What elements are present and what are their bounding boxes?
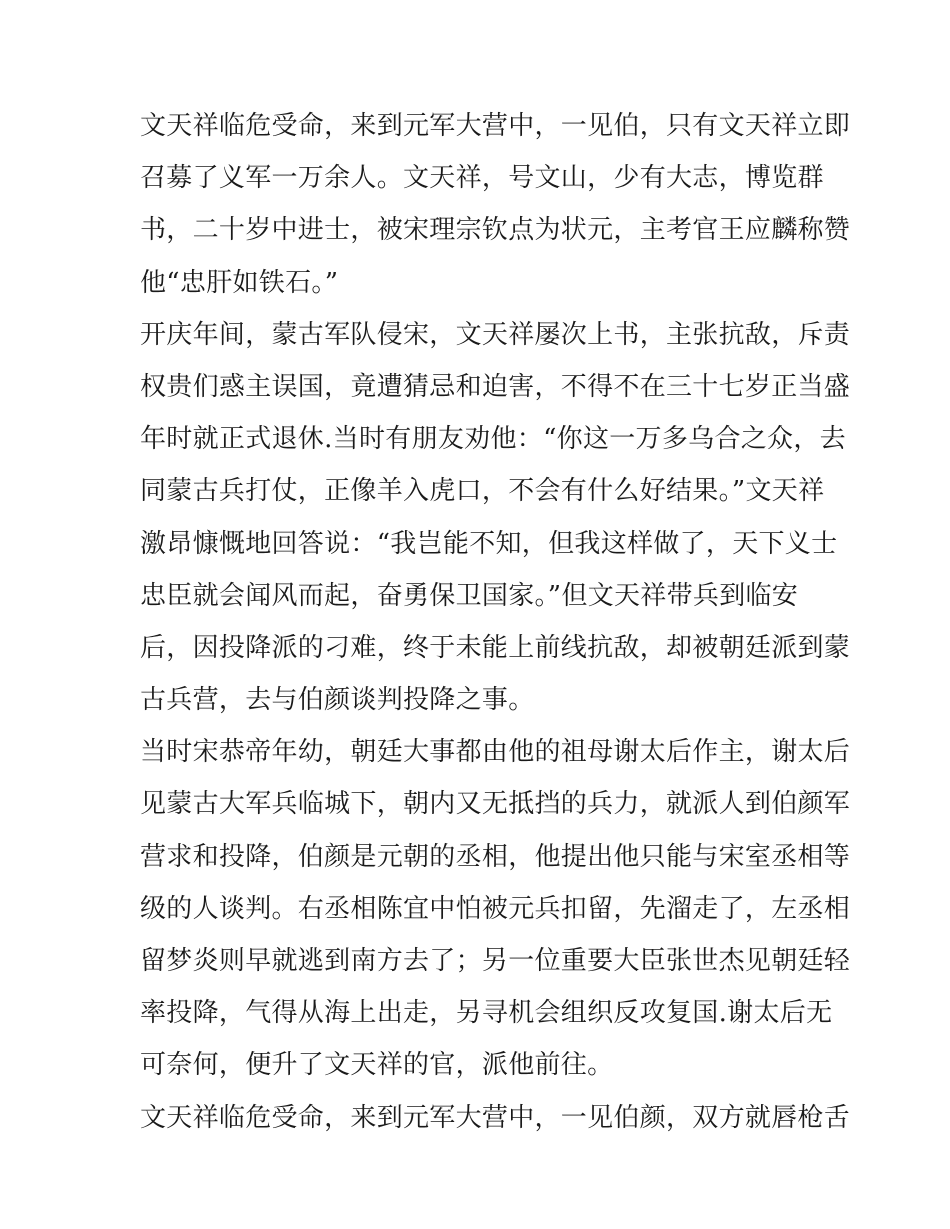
text-line: 召募了义军一万余人。文天祥，号文山，少有大志，博览群 [140, 163, 824, 194]
text-line: 书，二十岁中进士，被宋理宗钦点为状元，主考官王应麟称赞 [140, 215, 851, 246]
text-line: 激昂慷慨地回答说：“我岂能不知，但我这样做了，天下义士 [140, 528, 838, 559]
text-line: 文天祥临危受命，来到元军大营中，一见伯颜，双方就唇枪舌 [140, 1102, 851, 1133]
text-line: 他“忠肝如铁石。” [140, 267, 339, 298]
document-body [140, 100, 851, 1144]
text-line: 开庆年间，蒙古军队侵宋，文天祥屡次上书，主张抗敌，斥责 [140, 319, 851, 350]
text-line: 见蒙古大军兵临城下，朝内又无抵挡的兵力，就派人到伯颜军 [140, 789, 851, 820]
text-line: 权贵们惑主误国，竟遭猜忌和迫害，不得不在三十七岁正当盛 [140, 371, 851, 402]
text-line: 后，因投降派的刁难，终于未能上前线抗敌，却被朝廷派到蒙 [140, 632, 851, 663]
text-line: 营求和投降，伯颜是元朝的丞相，他提出他只能与宋室丞相等 [140, 841, 851, 872]
text-line: 古兵营，去与伯颜谈判投降之事。 [140, 685, 535, 716]
text-line: 忠臣就会闻风而起，奋勇保卫国家。”但文天祥带兵到临安 [140, 580, 799, 611]
text-line: 留梦炎则早就逃到南方去了；另一位重要大臣张世杰见朝廷轻 [140, 946, 851, 976]
text-line: 可奈何，便升了文天祥的官，派他前往。 [140, 1050, 614, 1081]
text-line: 年时就正式退休.当时有朋友劝他：“你这一万多乌合之众，去 [140, 424, 846, 455]
text-line: 文天祥临危受命，来到元军大营中，一见伯，只有文天祥立即 [140, 111, 851, 141]
text-line: 级的人谈判。右丞相陈宜中怕被元兵扣留，先溜走了，左丞相 [140, 893, 851, 924]
text-line: 当时宋恭帝年幼，朝廷大事都由他的祖母谢太后作主，谢太后 [140, 737, 851, 768]
text-line: 率投降，气得从海上出走，另寻机会组织反攻复国.谢太后无 [140, 998, 833, 1029]
text-line: 同蒙古兵打仗，正像羊入虎口，不会有什么好结果。”文天祥 [140, 476, 825, 507]
